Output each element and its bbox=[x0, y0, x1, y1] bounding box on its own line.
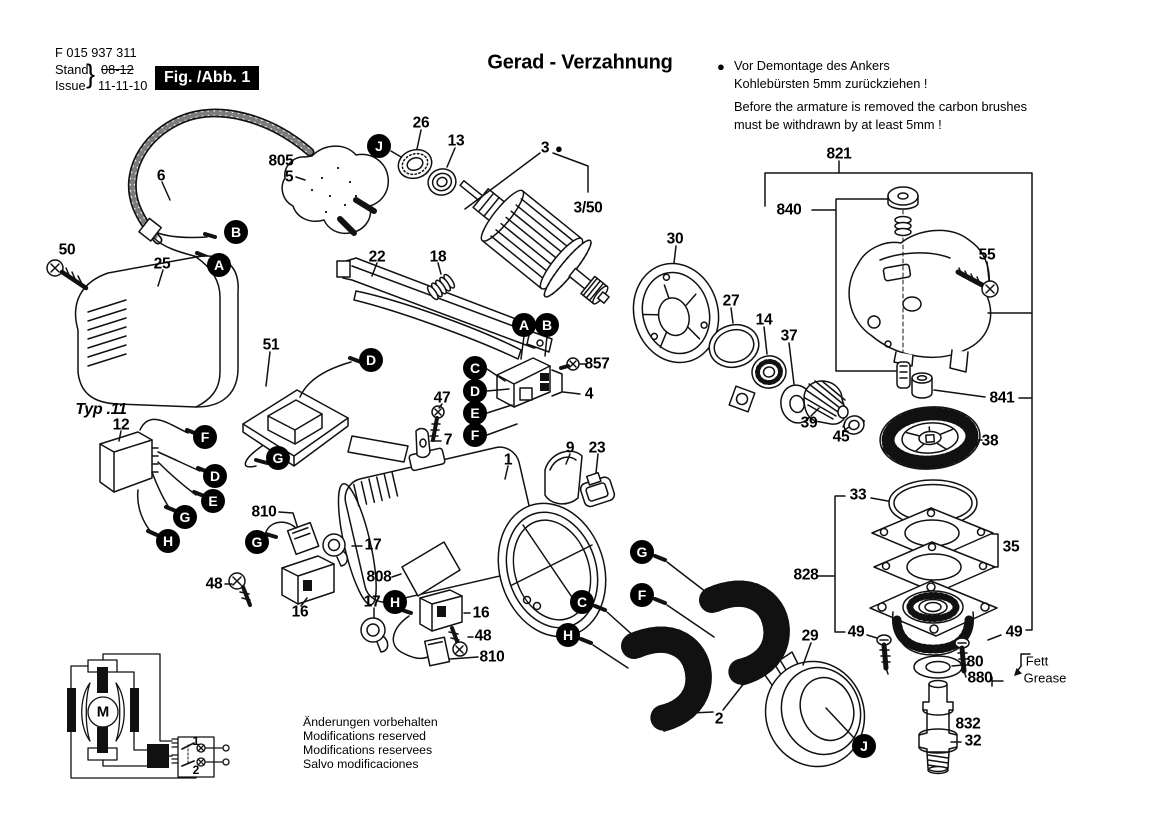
part-label-29: 29 bbox=[801, 627, 819, 645]
ref-marker-h: H bbox=[556, 623, 580, 647]
ref-marker-f: F bbox=[463, 423, 487, 447]
ref-marker-g: G bbox=[245, 530, 269, 554]
part-label-30: 30 bbox=[666, 230, 684, 248]
part-label-51: 51 bbox=[262, 336, 280, 354]
motor-symbol-label: M bbox=[96, 703, 110, 721]
part-label-35: 35 bbox=[1002, 538, 1020, 556]
part-label-3-50: 3/50 bbox=[573, 199, 603, 217]
part-label-26: 26 bbox=[412, 114, 430, 132]
part-label-3: 3 bbox=[540, 139, 550, 157]
part-label-25: 25 bbox=[153, 255, 171, 273]
part-label-49: 49 bbox=[1005, 623, 1023, 641]
ref-marker-g: G bbox=[630, 540, 654, 564]
part-label-840: 840 bbox=[776, 201, 802, 219]
part-label-12: 12 bbox=[112, 416, 130, 434]
part-label-38: 38 bbox=[981, 432, 999, 450]
switch-contact-1-label: 1 bbox=[192, 734, 200, 748]
part-label-47: 47 bbox=[433, 389, 451, 407]
part-label-14: 14 bbox=[755, 311, 773, 329]
part-label-880: 880 bbox=[967, 669, 993, 687]
ref-marker-c: C bbox=[570, 590, 594, 614]
part-label-16: 16 bbox=[472, 604, 490, 622]
ref-marker-j: J bbox=[852, 734, 876, 758]
part-label-6: 6 bbox=[156, 167, 166, 185]
modifications-note bbox=[303, 716, 438, 772]
part-label-1: 1 bbox=[503, 451, 513, 469]
part-label-80: 80 bbox=[966, 653, 984, 671]
part-label-37: 37 bbox=[780, 327, 798, 345]
part-label-55: 55 bbox=[978, 246, 996, 264]
part-label-22: 22 bbox=[368, 248, 386, 266]
part-label-805: 805 bbox=[268, 152, 294, 170]
part-label-5: 5 bbox=[284, 168, 294, 186]
ref-marker-g: G bbox=[266, 446, 290, 470]
note-bullet-icon: ● bbox=[717, 59, 725, 74]
part-label-9: 9 bbox=[565, 439, 575, 457]
part-label-grease: Grease bbox=[1023, 670, 1067, 686]
ref-marker-a: A bbox=[512, 313, 536, 337]
switch-contact-2-label: 2 bbox=[192, 763, 200, 777]
stand-label: Stand bbox=[55, 62, 89, 77]
part-label-828: 828 bbox=[793, 566, 819, 584]
note-en-line2: must be withdrawn by at least 5mm ! bbox=[734, 117, 942, 133]
part-label-810: 810 bbox=[479, 648, 505, 666]
part-label-50: 50 bbox=[58, 241, 76, 259]
issue-value: 11-11-10 bbox=[98, 78, 148, 93]
ref-marker-e: E bbox=[463, 401, 487, 425]
ref-marker-d: D bbox=[359, 348, 383, 372]
stand-issue-brace: } bbox=[86, 59, 96, 89]
ref-marker-d: D bbox=[463, 379, 487, 403]
modifications-line-fr: Modifications reservees bbox=[303, 742, 433, 757]
part-label-23: 23 bbox=[588, 439, 606, 457]
part-label-13: 13 bbox=[447, 132, 465, 150]
part-label-fett: Fett bbox=[1025, 653, 1049, 669]
stand-value: 08-12 bbox=[101, 62, 134, 77]
part-label-48: 48 bbox=[205, 575, 223, 593]
part-label-45: 45 bbox=[832, 428, 850, 446]
ref-marker-b: B bbox=[535, 313, 559, 337]
ref-marker-f: F bbox=[630, 583, 654, 607]
part-label-832: 832 bbox=[955, 715, 981, 733]
part-3-note-dot: ● bbox=[555, 141, 563, 156]
part-label-32: 32 bbox=[964, 732, 982, 750]
part-label-33: 33 bbox=[849, 486, 867, 504]
part-label-16: 16 bbox=[291, 603, 309, 621]
modifications-line-de: Änderungen vorbehalten bbox=[303, 715, 438, 729]
note-de-line2: Kohlebürsten 5mm zurückziehen ! bbox=[734, 76, 928, 92]
issue-label: Issue bbox=[55, 78, 86, 93]
part-label-821: 821 bbox=[826, 145, 852, 163]
part-label-17: 17 bbox=[363, 593, 381, 611]
part-label-810: 810 bbox=[251, 503, 277, 521]
part-label-841: 841 bbox=[989, 389, 1015, 407]
document-part-number: F 015 937 311 bbox=[55, 45, 137, 60]
figure-label-box: Fig. /Abb. 1 bbox=[155, 66, 259, 90]
part-label-49: 49 bbox=[847, 623, 865, 641]
part-label-808: 808 bbox=[366, 568, 392, 586]
part-label-48: 48 bbox=[474, 627, 492, 645]
ref-marker-d: D bbox=[203, 464, 227, 488]
part-label-39: 39 bbox=[800, 414, 818, 432]
part-label-17: 17 bbox=[364, 536, 382, 554]
part-label-857: 857 bbox=[584, 355, 610, 373]
ref-marker-f: F bbox=[193, 425, 217, 449]
ref-marker-j: J bbox=[367, 134, 391, 158]
armature-note bbox=[734, 57, 1027, 135]
modifications-line-es: Salvo modificaciones bbox=[303, 756, 419, 771]
part-label-4: 4 bbox=[584, 385, 594, 403]
ref-marker-g: G bbox=[173, 505, 197, 529]
note-de-line1: Vor Demontage des Ankers bbox=[734, 58, 890, 73]
ref-marker-h: H bbox=[156, 529, 180, 553]
part-label-7: 7 bbox=[443, 431, 453, 449]
ref-marker-e: E bbox=[201, 489, 225, 513]
part-label-18: 18 bbox=[429, 248, 447, 266]
ref-marker-h: H bbox=[383, 590, 407, 614]
page-title: Gerad - Verzahnung bbox=[487, 51, 673, 74]
ref-marker-a: A bbox=[207, 253, 231, 277]
part-label-2: 2 bbox=[714, 710, 724, 728]
ref-marker-c: C bbox=[463, 356, 487, 380]
part-label-typ-11: Typ .11 bbox=[75, 401, 127, 418]
part-label-27: 27 bbox=[722, 292, 740, 310]
note-en-line1: Before the armature is removed the carbon brushes bbox=[734, 99, 1028, 115]
ref-marker-b: B bbox=[224, 220, 248, 244]
modifications-line-en: Modifications reserved bbox=[303, 728, 427, 743]
